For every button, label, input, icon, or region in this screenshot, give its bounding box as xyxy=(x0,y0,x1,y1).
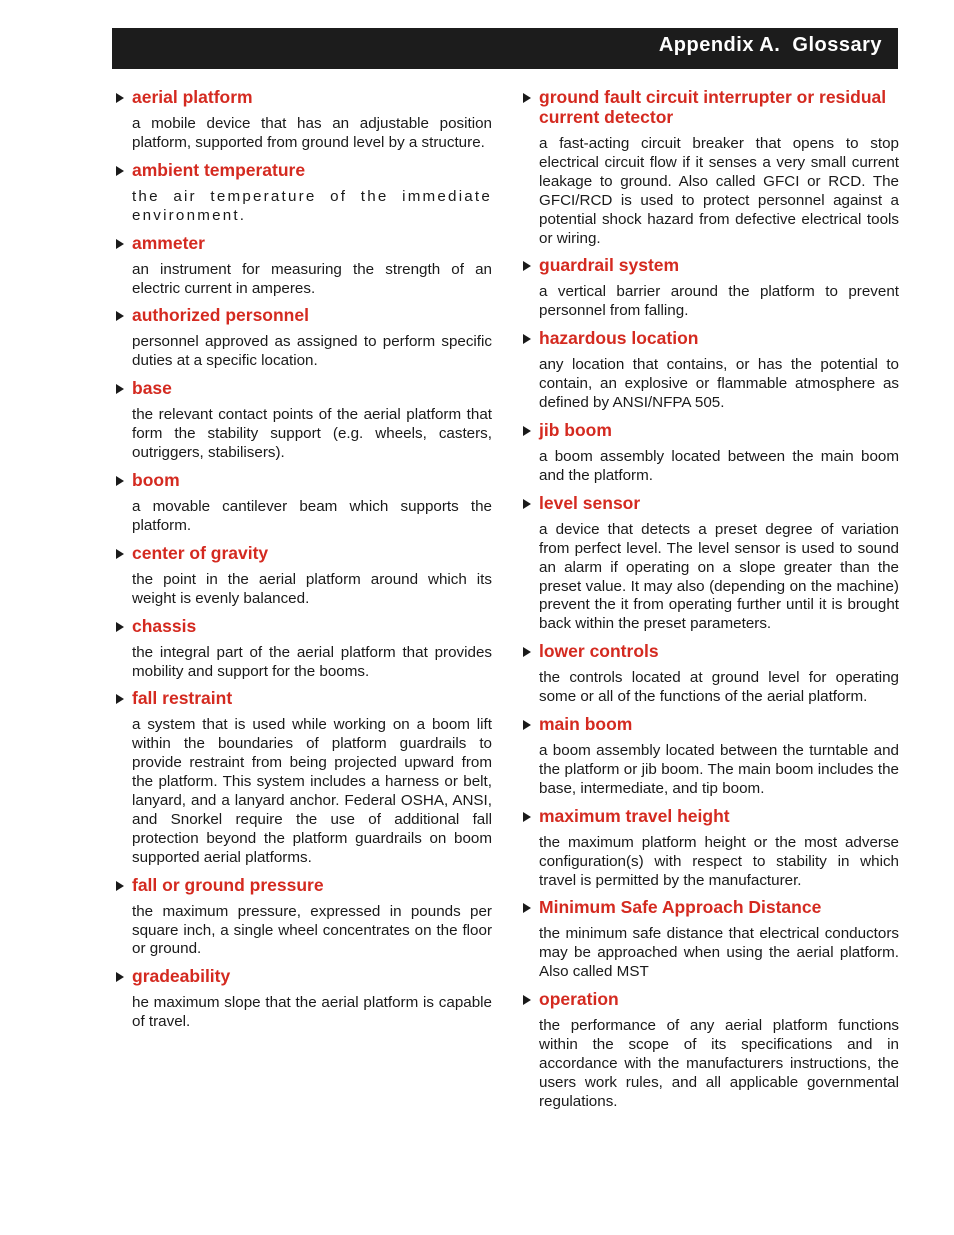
bullet-arrow-icon xyxy=(116,694,124,704)
bullet-arrow-icon xyxy=(523,647,531,657)
glossary-term: jib boom xyxy=(539,419,612,440)
bullet-arrow-icon xyxy=(116,622,124,632)
glossary-entry xyxy=(523,328,899,413)
glossary-entry xyxy=(523,255,899,321)
bullet-arrow-icon xyxy=(116,239,124,249)
glossary-entry xyxy=(523,806,899,891)
glossary-definition: the point in the aerial platform around which its weight is evenly balanced. xyxy=(132,570,492,607)
glossary-right-column xyxy=(523,87,899,1119)
glossary-term: chassis xyxy=(132,615,197,636)
glossary-definition: he maximum slope that the aerial platform is capable of travel. xyxy=(132,994,492,1031)
glossary-term: boom xyxy=(132,469,180,490)
glossary-term: guardrail system xyxy=(539,255,680,276)
bullet-arrow-icon xyxy=(523,812,531,822)
glossary-term: authorized personnel xyxy=(132,305,309,326)
glossary-term: main boom xyxy=(539,714,633,735)
glossary-entry xyxy=(523,641,899,707)
glossary-term: ammeter xyxy=(132,232,205,253)
glossary-left-column xyxy=(116,87,492,1039)
glossary-definition: the performance of any aerial platform functions within the scope of its specifications and in accordance with the manufacturers instructions, the users work rules, and all applicable governmental regulations. xyxy=(539,1017,899,1110)
glossary-entry xyxy=(116,875,492,960)
glossary-entry xyxy=(116,233,492,299)
glossary-entry xyxy=(523,420,899,486)
glossary-term: aerial platform xyxy=(132,87,253,107)
bullet-arrow-icon xyxy=(116,972,124,982)
page-header xyxy=(112,28,898,69)
glossary-definition: the controls located at ground level for operating some or all of the functions of the aerial platform. xyxy=(539,669,899,706)
glossary-entry xyxy=(116,160,492,226)
bullet-arrow-icon xyxy=(116,881,124,891)
bullet-arrow-icon xyxy=(523,903,531,913)
glossary-term: lower controls xyxy=(539,641,659,662)
glossary-definition: the integral part of the aerial platform that provides mobility and support for the booms. xyxy=(132,643,492,680)
glossary-definition: a vertical barrier around the platform to prevent personnel from falling. xyxy=(539,283,899,320)
glossary-entry xyxy=(116,616,492,682)
bullet-arrow-icon xyxy=(523,93,531,103)
bullet-arrow-icon xyxy=(523,995,531,1005)
glossary-entry xyxy=(116,305,492,371)
bullet-arrow-icon xyxy=(523,499,531,509)
glossary-term: operation xyxy=(539,989,619,1010)
glossary-entry xyxy=(523,897,899,982)
glossary-definition: the minimum safe distance that electrical conductors may be approached when using the aerial platform. Also called MST xyxy=(539,925,899,981)
glossary-definition: a boom assembly located between the turntable and the platform or jib boom. The main boom includes the base, intermediate, and tip boom. xyxy=(539,742,899,797)
bullet-arrow-icon xyxy=(116,311,124,321)
glossary-definition: the relevant contact points of the aerial platform that form the stability support (e.g. wheels, casters, outriggers, stabilisers). xyxy=(132,406,492,462)
glossary-term: gradeability xyxy=(132,966,231,987)
glossary-entry xyxy=(116,543,492,609)
glossary-definition: the maximum platform height or the most adverse configuration(s) with respect to stability in which travel is permitted by the manufacturer. xyxy=(539,833,899,889)
glossary-term: ground fault circuit interrupter or residual current detector xyxy=(539,87,887,127)
bullet-arrow-icon xyxy=(523,426,531,436)
bullet-arrow-icon xyxy=(116,166,124,176)
glossary-definition: the maximum pressure, expressed in pounds per square inch, a single wheel concentrates on the floor or ground. xyxy=(132,902,492,958)
glossary-entry xyxy=(523,493,899,634)
glossary-definition: personnel approved as assigned to perform specific duties at a specific location. xyxy=(132,333,492,370)
glossary-term: ambient temperature xyxy=(132,159,306,180)
glossary-entry xyxy=(523,989,899,1112)
glossary-term: Minimum Safe Approach Distance xyxy=(539,897,822,918)
page-title: Appendix A. Glossary xyxy=(658,34,882,56)
glossary-entry xyxy=(523,714,899,799)
glossary-term: fall or ground pressure xyxy=(132,874,324,895)
glossary-entry xyxy=(116,378,492,463)
bullet-arrow-icon xyxy=(116,93,124,103)
bullet-arrow-icon xyxy=(523,720,531,730)
glossary-term: hazardous location xyxy=(539,328,699,349)
glossary-definition: a boom assembly located between the main boom and the platform. xyxy=(539,447,899,484)
glossary-entry xyxy=(116,470,492,536)
glossary-entry xyxy=(116,688,492,867)
glossary-definition: a movable cantilever beam which supports the platform. xyxy=(132,497,492,534)
bullet-arrow-icon xyxy=(523,261,531,271)
glossary-term: base xyxy=(132,378,172,399)
glossary-definition: an instrument for measuring the strength of an electric current in amperes. xyxy=(132,260,492,297)
glossary-entry xyxy=(116,87,492,153)
glossary-entry xyxy=(116,966,492,1032)
glossary-entry xyxy=(523,87,899,248)
glossary-definition: a device that detects a preset degree of variation from perfect level. The level sensor is used to sound an alarm if operating on a slope greater than the preset value. It may also (depending on the machine) prevent the it from operating further until it is brought back within the preset parameters. xyxy=(539,520,899,633)
glossary-definition: a fast-acting circuit breaker that opens to stop electrical circuit flow if it senses a very small current leakage to ground. Also called GFCI or RCD. The GFCI/RCD is used to protect personnel against a potential shock hazard from defective electrical tools or wiring. xyxy=(539,135,899,247)
glossary-term: center of gravity xyxy=(132,542,269,563)
glossary-definition: the air temperature of the immediate environment. xyxy=(132,187,492,224)
bullet-arrow-icon xyxy=(116,549,124,559)
glossary-definition: a system that is used while working on a boom lift within the boundaries of platform guardrails to provide restraint from being projected upward from the platform. This system includes a harness or belt, lanyard, and a lanyard anchor. Federal OSHA, ANSI, and Snorkel require the use of additional fall protection beyond the platform guardrails on boom supported aerial platforms. xyxy=(132,716,492,866)
bullet-arrow-icon xyxy=(523,334,531,344)
glossary-term: level sensor xyxy=(539,492,641,513)
bullet-arrow-icon xyxy=(116,384,124,394)
glossary-term: maximum travel height xyxy=(539,805,730,826)
bullet-arrow-icon xyxy=(116,476,124,486)
glossary-definition: any location that contains, or has the potential to contain, an explosive or flammable atmosphere as defined by ANSI/NFPA 505. xyxy=(539,356,899,412)
glossary-definition: a mobile device that has an adjustable position platform, supported from ground level by a structure. xyxy=(132,115,492,151)
glossary-term: fall restraint xyxy=(132,688,233,709)
